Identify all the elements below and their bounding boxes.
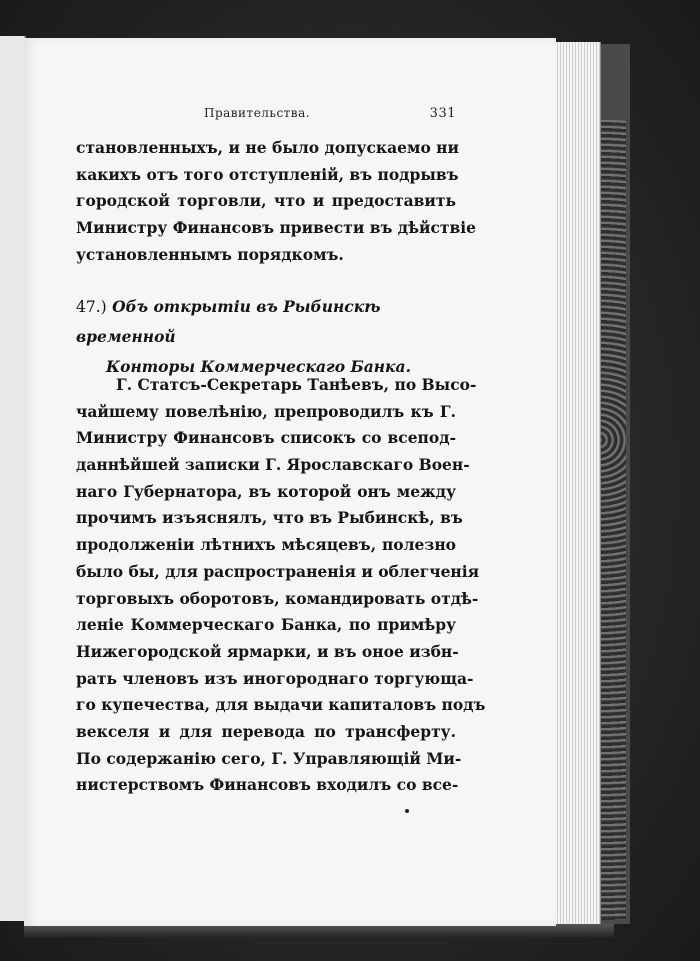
text-line: нистерствомъ Финансовъ входилъ со все- <box>76 775 459 795</box>
text-line: Министру Финансовъ привести въ дѣйствіе <box>76 218 477 238</box>
text-line: наго Губернатора, въ которой онъ между <box>76 481 456 501</box>
text-line: векселя и для перевода по трансферту. <box>76 721 456 741</box>
text-line: было бы, для распространенія и облегченія <box>76 561 480 581</box>
book-bottom-edge <box>24 924 614 938</box>
text-line: городской торговли, что и предоставить <box>76 191 456 211</box>
text-line: торговыхъ оборотовъ, командировать отдѣ- <box>76 588 479 608</box>
page-header <box>204 106 456 126</box>
section-title-line1: Объ открытіи въ Рыбинскѣ временной <box>76 297 381 346</box>
text-line: По содержанію сего, Г. Управляющій Ми- <box>76 748 462 768</box>
text-line: леніе Коммерческаго Банка, по примѣру <box>76 615 456 635</box>
text-line: становленныхъ, и не было допускаемо ни <box>76 138 460 157</box>
text-line: установленнымъ порядкомъ. <box>76 244 344 264</box>
text-line: Г. Статсъ-Секретарь Танѣевъ, по Высо- <box>116 375 477 394</box>
paragraph-continuation <box>76 135 477 268</box>
text-line: рать членовъ изъ иногороднаго торгующа- <box>76 668 474 688</box>
page-edges <box>552 42 601 930</box>
text-line: чайшему повелѣнію, препроводилъ къ Г. <box>76 401 456 421</box>
page-number: 331 <box>429 106 456 121</box>
section-number: 47.) <box>76 298 107 316</box>
section-title-line2: Конторы Коммерческаго Банка. <box>106 357 411 376</box>
text-line: го купечества, для выдачи капиталовъ подъ <box>76 695 486 715</box>
text-line: Министру Финансовъ списокъ со всепод- <box>76 428 456 448</box>
text-line: какихъ отъ того отступленій, въ подрывъ <box>76 164 459 184</box>
section-heading <box>76 292 466 382</box>
text-line: Нижегородской ярмарки, и въ оное избн- <box>76 641 459 661</box>
text-line: прочимъ изъяснялъ, что въ Рыбинскѣ, въ <box>76 508 463 528</box>
text-line: продолженіи лѣтнихъ мѣсяцевъ, полезно <box>76 535 456 555</box>
paragraph-body <box>76 372 486 799</box>
facing-page-edge <box>0 36 26 921</box>
ink-speck <box>405 809 409 813</box>
text-line: даннѣйшей записки Г. Ярославскаго Воен- <box>76 455 470 475</box>
running-title: Правительства. <box>204 106 311 120</box>
